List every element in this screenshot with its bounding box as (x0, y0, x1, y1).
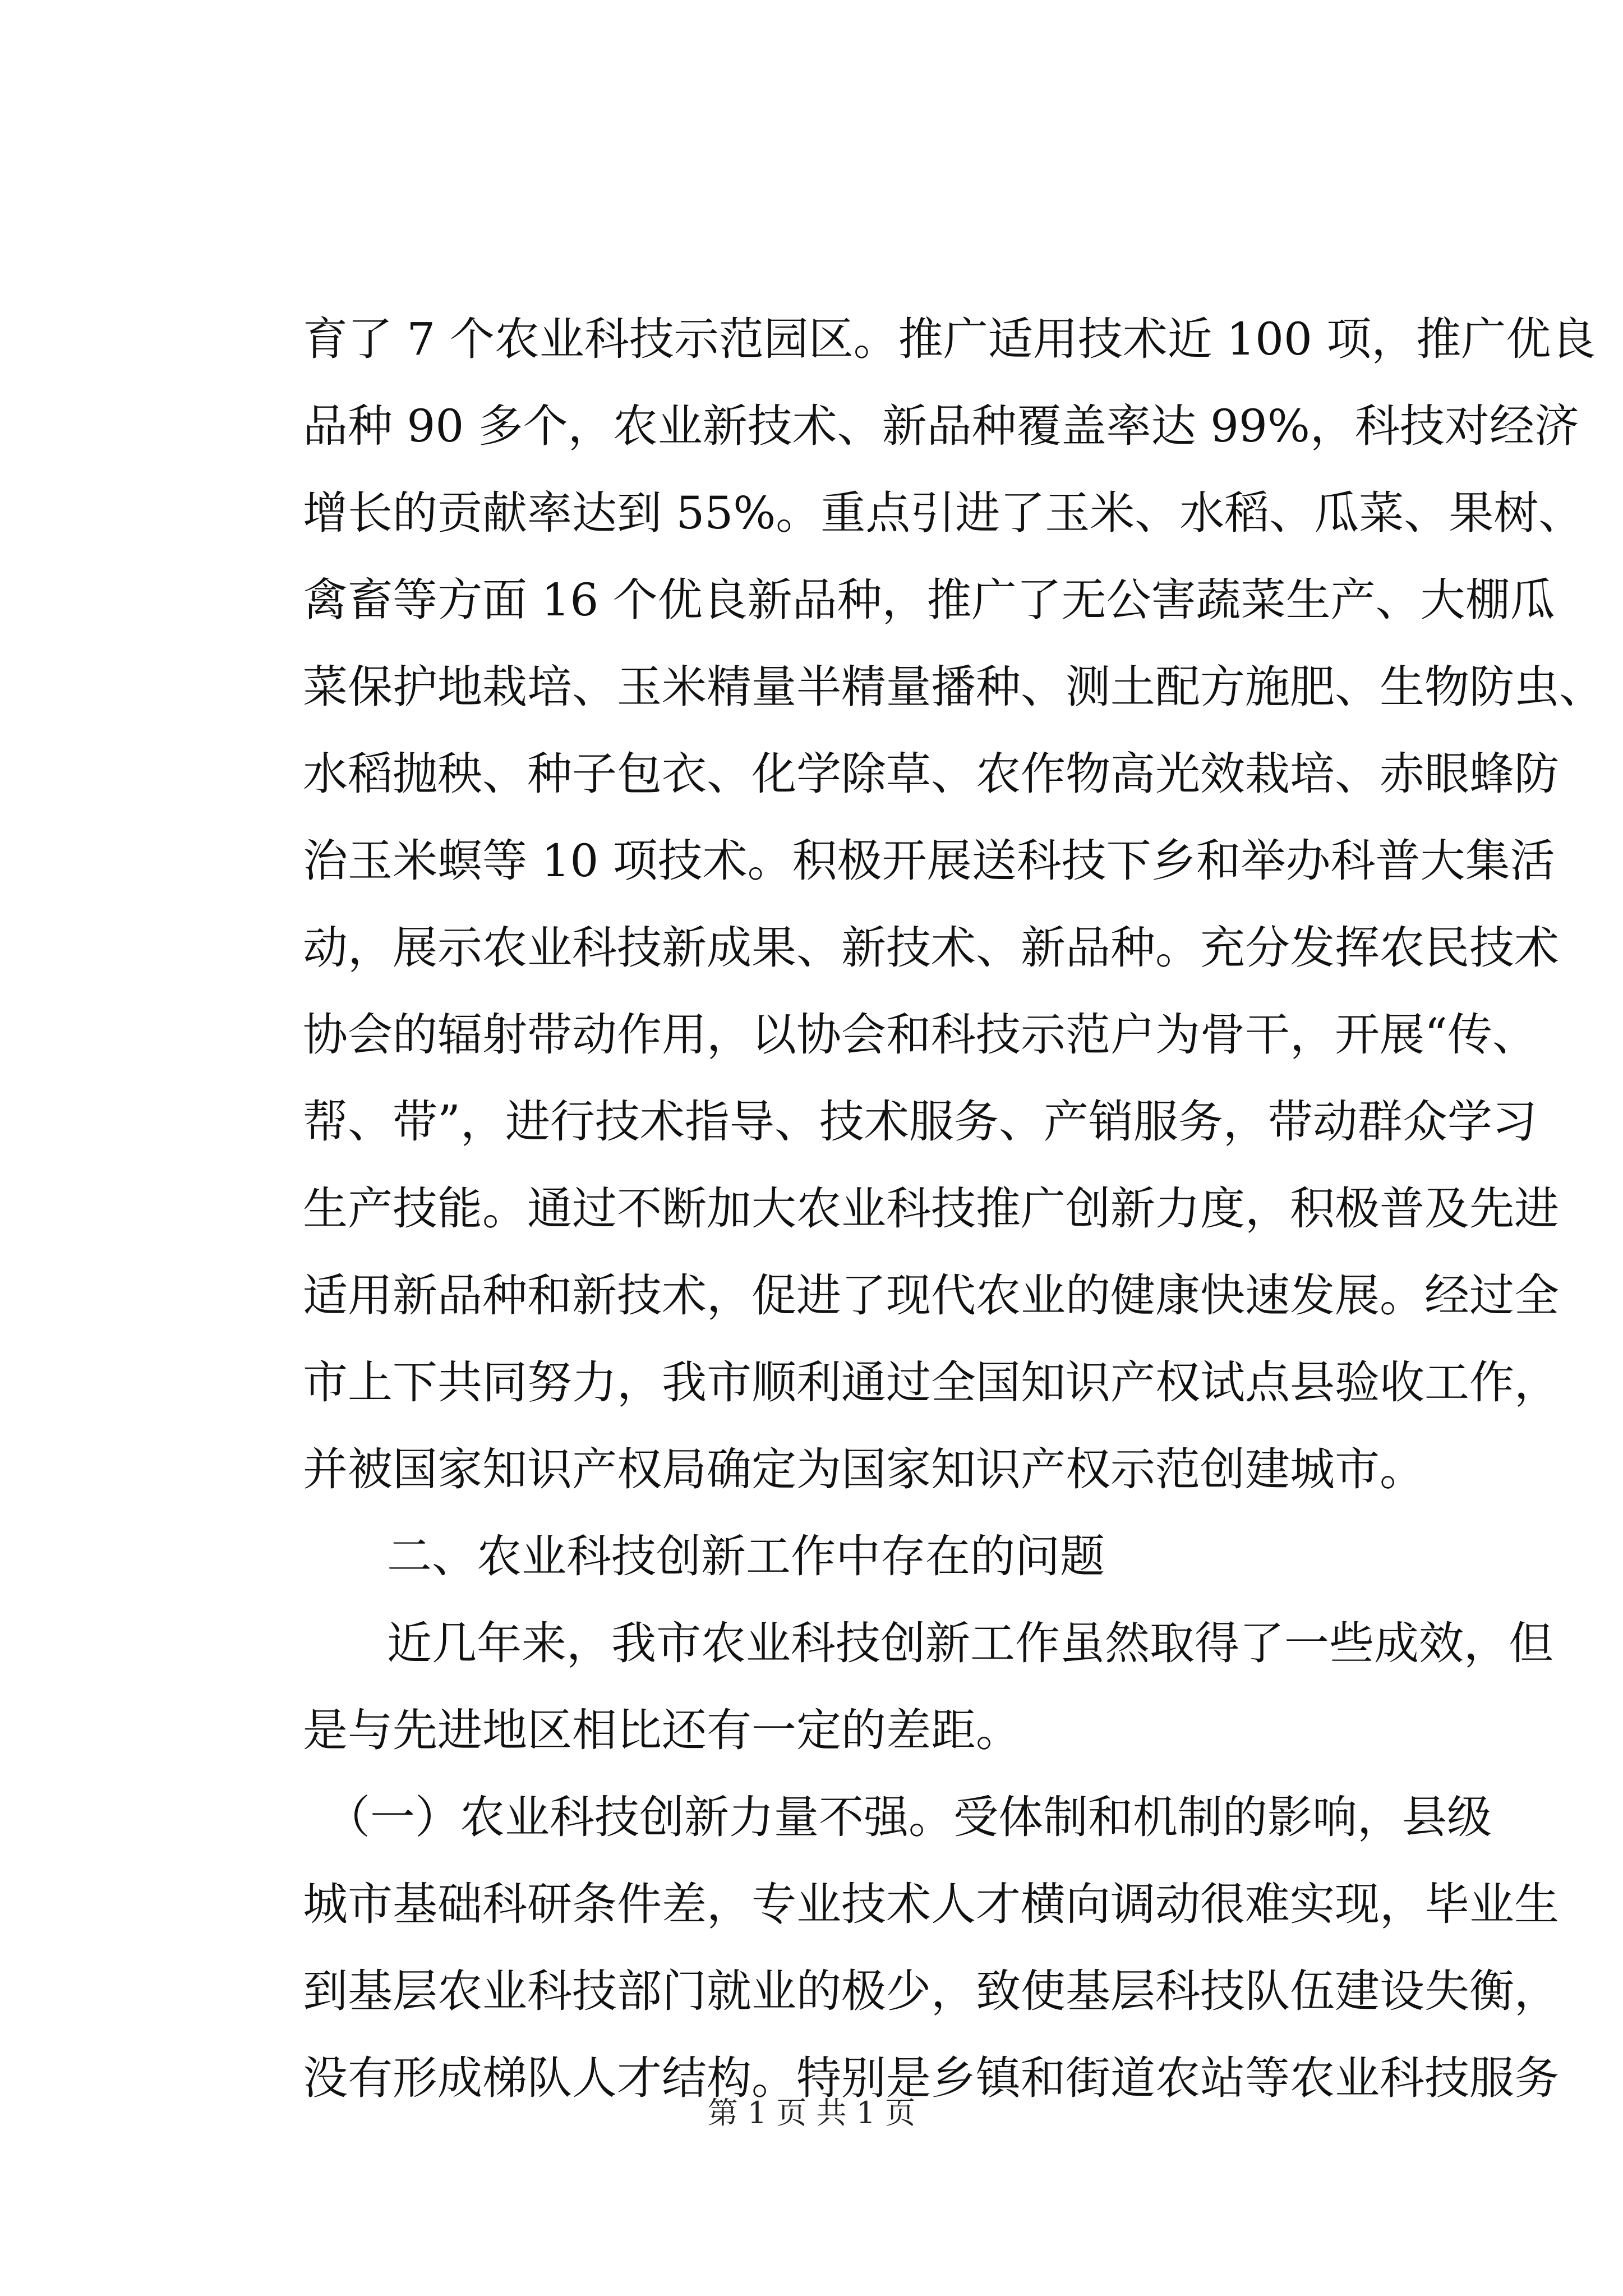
text-line: 协会的辐射带动作用，以协会和科技示范户为骨干，开展“传、 (303, 1009, 1537, 1061)
text-line: 生产技能。通过不断加大农业科技推广创新力度，积极普及先进 (303, 1182, 1559, 1235)
section-heading: 二、农业科技创新工作中存在的问题 (387, 1530, 1105, 1582)
text-line: 没有形成梯队人才结构。特别是乡镇和街道农站等农业科技服务 (303, 2052, 1559, 2104)
text-line: 增长的贡献率达到 55%。重点引进了玉米、水稻、瓜菜、果树、 (303, 487, 1584, 539)
text-line: 市上下共同努力，我市顺利通过全国知识产权试点县验收工作， (303, 1356, 1559, 1409)
text-line: 适用新品种和新技术，促进了现代农业的健康快速发展。经过全 (303, 1269, 1559, 1322)
text-line: 并被国家知识产权局确定为国家知识产权示范创建城市。 (303, 1443, 1424, 1496)
paragraph-first-line: 近几年来，我市农业科技创新工作虽然取得了一些成效，但 (387, 1617, 1553, 1669)
page-footer: 第 1 页 共 1 页 (707, 2095, 916, 2131)
text-line: 城市基础科研条件差，专业技术人才横向调动很难实现，毕业生 (303, 1878, 1559, 1930)
text-line: 品种 90 多个，农业新技术、新品种覆盖率达 99%，科技对经济 (303, 400, 1579, 452)
subsection-first-line: （一）农业科技创新力量不强。受体制和机制的影响，县级 (325, 1791, 1492, 1843)
text-line: 帮、带”，进行技术指导、技术服务、产销服务，带动群众学习 (303, 1096, 1537, 1148)
text-line: 水稻抛秧、种子包衣、化学除草、农作物高光效栽培、赤眼蜂防 (303, 748, 1559, 800)
document-body (303, 297, 1604, 2123)
text-line: 到基层农业科技部门就业的极少，致使基层科技队伍建设失衡， (303, 1965, 1559, 2017)
text-line: 是与先进地区相比还有一定的差距。 (303, 1704, 1021, 1756)
text-line: 动，展示农业科技新成果、新技术、新品种。充分发挥农民技术 (303, 922, 1559, 974)
text-line: 禽畜等方面 16 个优良新品种，推广了无公害蔬菜生产、大棚瓜 (303, 574, 1555, 626)
text-line: 育了 7 个农业科技示范园区。推广适用技术近 100 项，推广优良 (303, 313, 1596, 365)
text-line: 治玉米螟等 10 项技术。积极开展送科技下乡和举办科普大集活 (303, 835, 1555, 887)
text-line: 菜保护地栽培、玉米精量半精量播种、测土配方施肥、生物防虫、 (303, 661, 1604, 713)
